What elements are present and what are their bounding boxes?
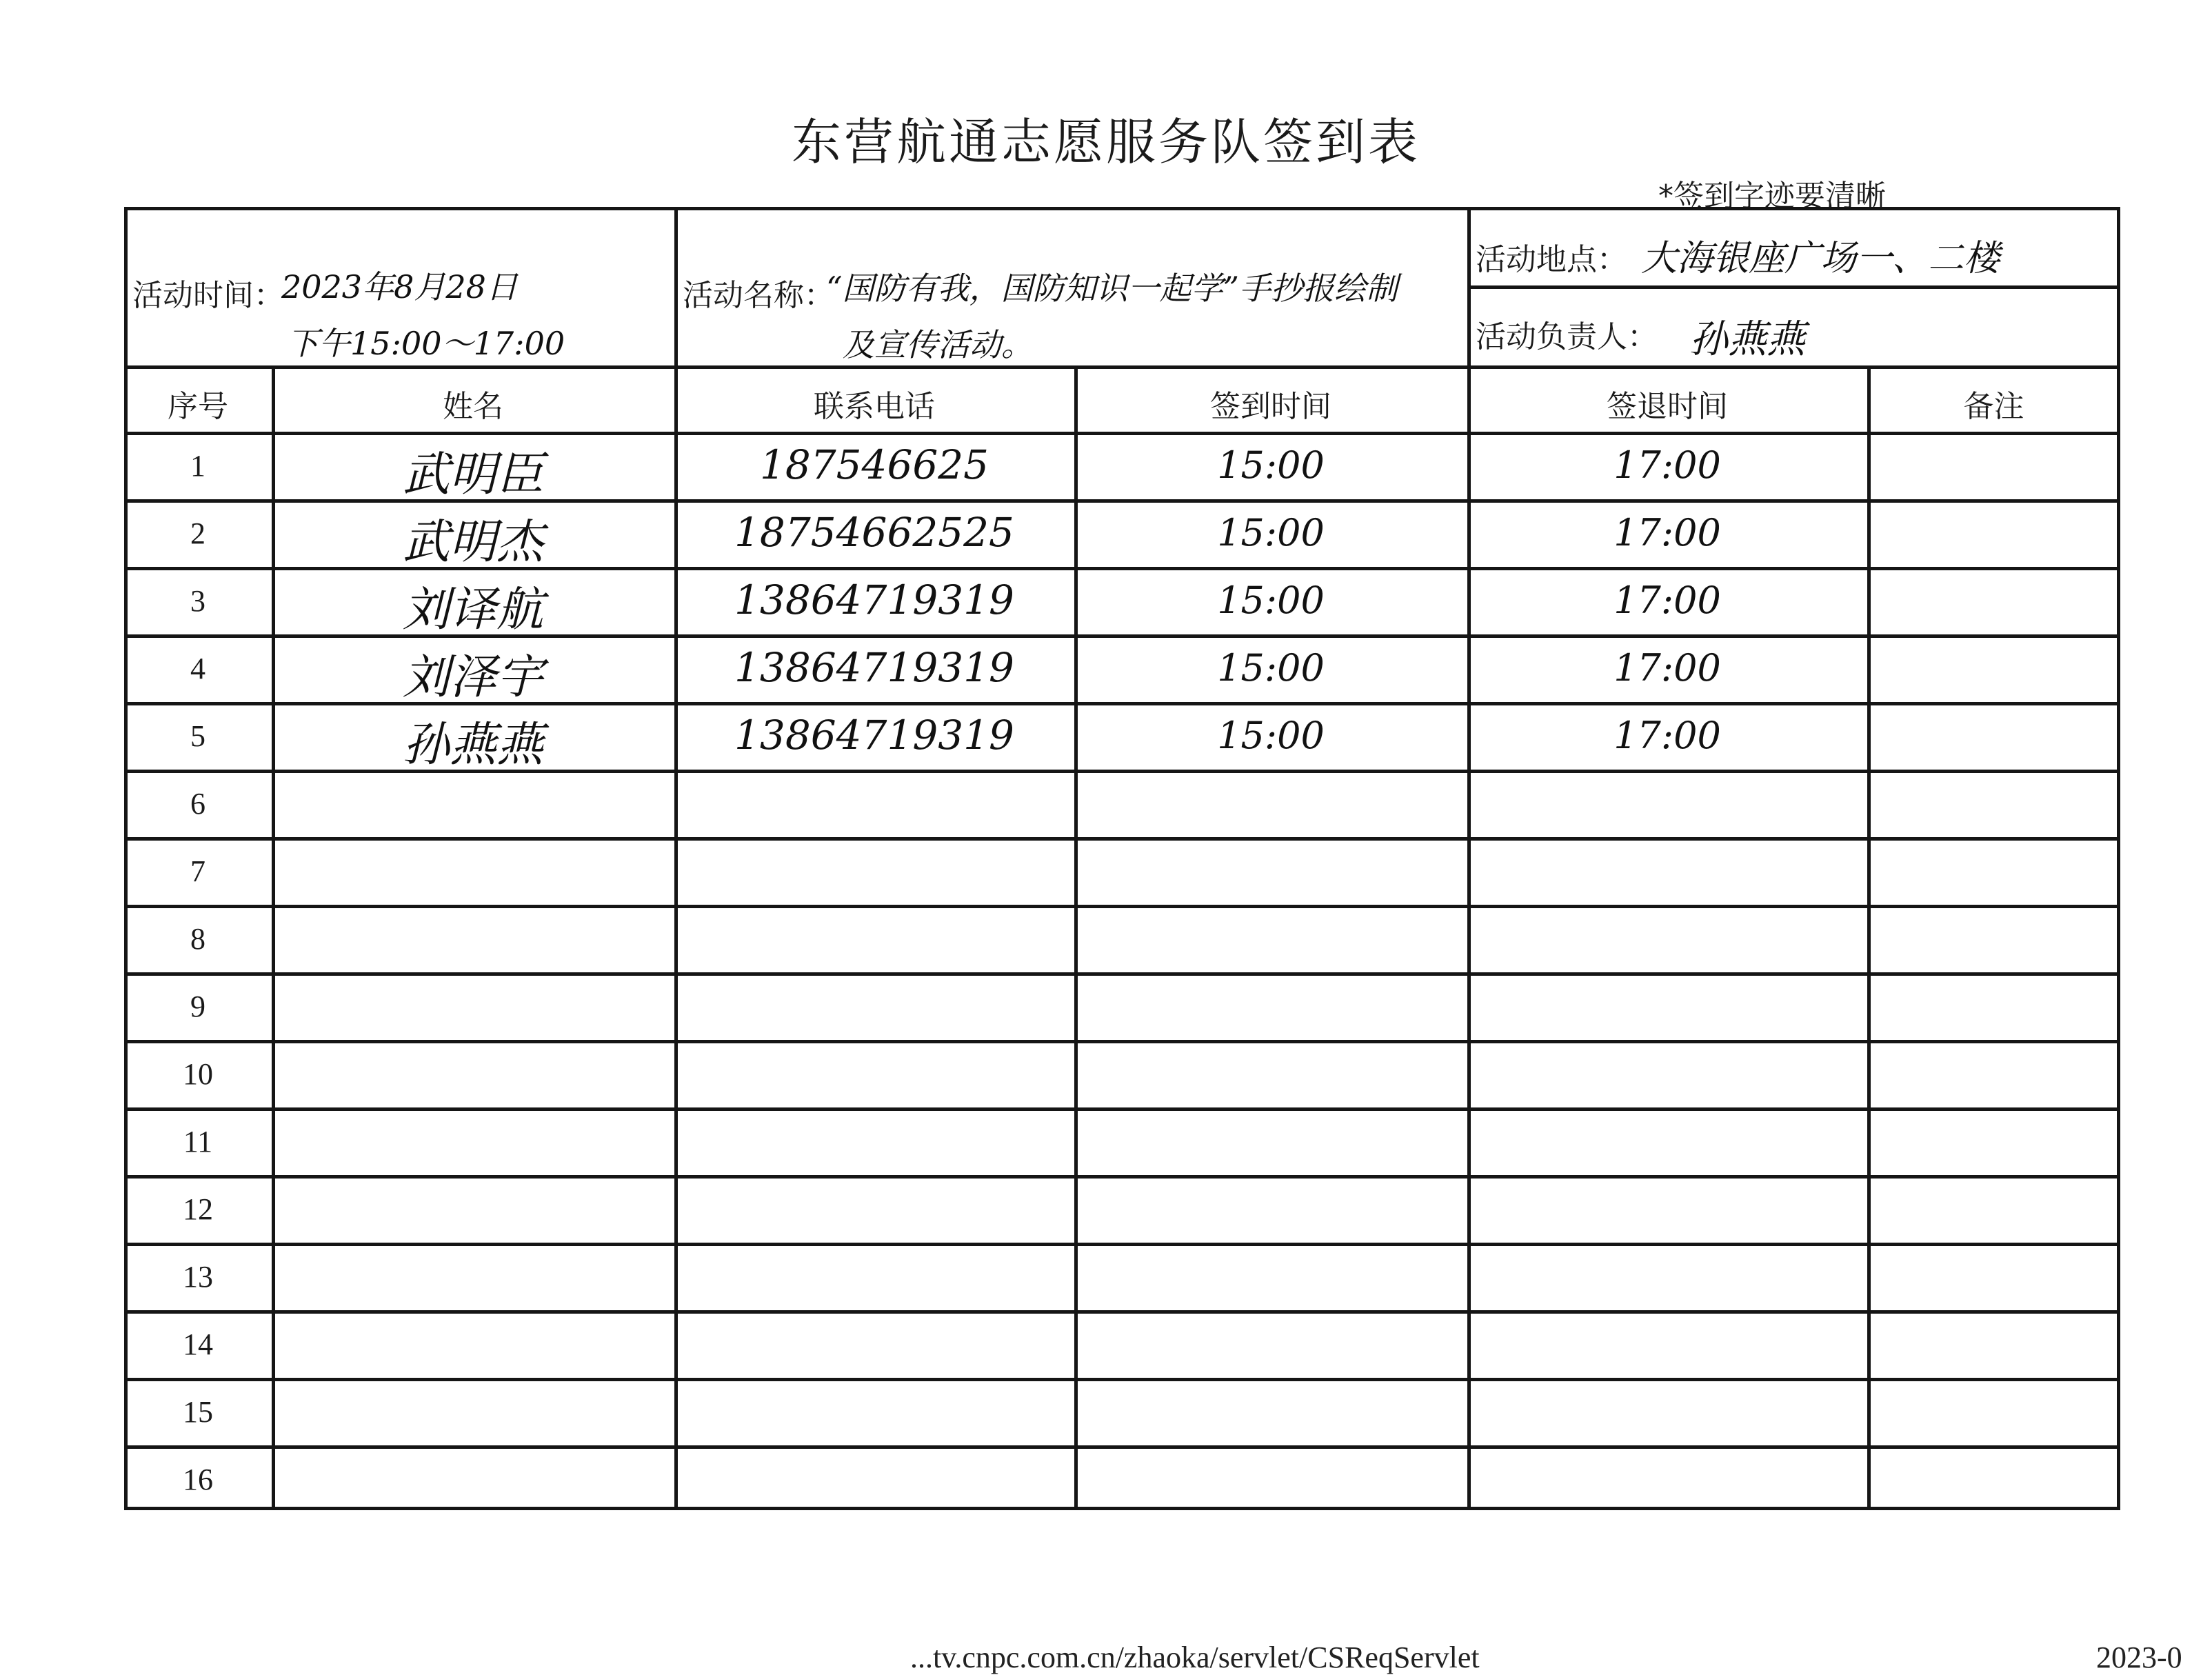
sign-in-cell: 15:00: [1217, 714, 1325, 757]
row-number: 1: [190, 449, 205, 483]
activity-time-range: 下午15:00～17:00: [287, 325, 565, 362]
phone-cell: 18754662525: [734, 509, 1014, 556]
column-header-phone: 联系电话: [814, 389, 935, 424]
column-divider: [1867, 365, 1871, 1510]
row-number: 12: [183, 1192, 213, 1226]
sign-in-cell: 15:00: [1217, 646, 1325, 690]
activity-leader-label: 活动负责人：: [1476, 319, 1658, 354]
name-cell: 刘译航: [402, 583, 543, 637]
footer-date: 2023-0: [2096, 1641, 2182, 1674]
phone-cell: 13864719319: [734, 712, 1014, 759]
activity-name-label: 活动名称：: [683, 278, 834, 313]
header-bottom-line: [124, 365, 2120, 369]
row-number: 16: [183, 1463, 213, 1496]
column-header-sign-out: 签退时间: [1607, 389, 1728, 424]
row-divider: [124, 1243, 2120, 1246]
column-header-no: 序号: [168, 389, 228, 424]
activity-leader-value: 孙燕燕: [1689, 317, 1805, 362]
row-divider: [124, 905, 2120, 908]
row-number: 11: [183, 1125, 213, 1159]
row-number: 6: [190, 787, 205, 821]
row-number: 15: [183, 1395, 213, 1429]
row-number: 7: [190, 854, 205, 888]
sign-out-cell: 17:00: [1613, 579, 1721, 622]
phone-cell: 13864719319: [734, 576, 1014, 623]
name-cell: 刘泽宇: [402, 650, 543, 705]
activity-time-label: 活动时间：: [132, 278, 284, 313]
activity-place-value: 大海银座广场一、二楼: [1641, 238, 2000, 279]
name-cell: 武明杰: [402, 515, 543, 570]
column-header-bottom-line: [124, 432, 2120, 435]
name-cell: 孙燕燕: [402, 718, 543, 772]
row-divider: [124, 837, 2120, 841]
name-cell: 武明臣: [402, 448, 543, 502]
row-divider: [124, 972, 2120, 976]
activity-place-label: 活动地点：: [1476, 242, 1627, 277]
row-number: 10: [183, 1057, 213, 1091]
row-number: 8: [190, 922, 205, 956]
sign-in-cell: 15:00: [1217, 511, 1325, 554]
sign-out-cell: 17:00: [1613, 714, 1721, 757]
row-divider: [124, 1107, 2120, 1111]
footer-url: ...tv.cnpc.com.cn/zhaoka/servlet/CSReqServlet: [910, 1641, 1480, 1674]
row-divider: [124, 1310, 2120, 1314]
sign-out-cell: 17:00: [1613, 646, 1721, 690]
row-number: 14: [183, 1327, 213, 1361]
sign-in-cell: 15:00: [1217, 443, 1325, 487]
row-divider: [124, 1378, 2120, 1381]
legibility-note: *签到字迹要清晰: [1658, 179, 1886, 214]
activity-name-line1: “国防有我，国防知识一起学”手抄报绘制: [826, 270, 1398, 307]
column-header-name: 姓名: [443, 389, 503, 424]
phone-cell: 13864719319: [734, 644, 1014, 691]
activity-name-line2: 及宣传活动。: [843, 326, 1033, 363]
document-title: 东营航通志愿服务队签到表: [791, 113, 1420, 171]
row-number: 3: [190, 584, 205, 618]
activity-time-date: 2023年8月28日: [281, 268, 518, 305]
sign-out-cell: 17:00: [1613, 443, 1721, 487]
place-leader-divider: [1467, 285, 2120, 289]
row-number: 5: [190, 719, 205, 753]
sign-in-cell: 15:00: [1217, 579, 1325, 622]
row-divider: [124, 1175, 2120, 1178]
row-number: 9: [190, 990, 205, 1023]
row-number: 13: [183, 1260, 213, 1294]
column-header-remark: 备注: [1963, 389, 2024, 424]
row-divider: [124, 1040, 2120, 1043]
phone-cell: 187546625: [759, 441, 989, 488]
sign-out-cell: 17:00: [1613, 511, 1721, 554]
row-divider: [124, 1445, 2120, 1449]
row-number: 2: [190, 516, 205, 550]
column-header-sign-in: 签到时间: [1210, 389, 1331, 424]
row-number: 4: [190, 652, 205, 685]
